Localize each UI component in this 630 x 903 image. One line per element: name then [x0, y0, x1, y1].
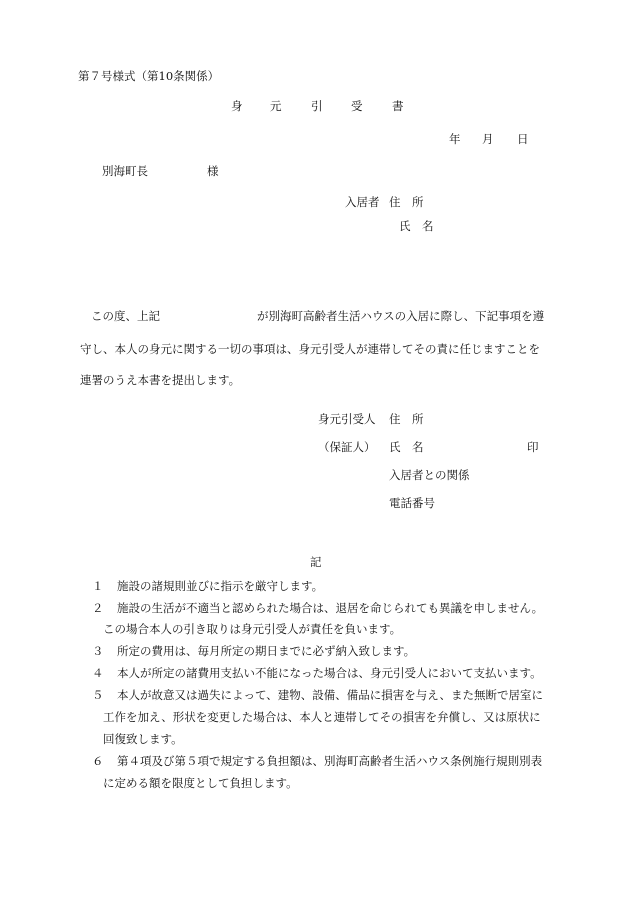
note-number: １ [92, 579, 104, 593]
note-text: 回復致します。 [103, 732, 183, 746]
title-char: 書 [392, 99, 404, 113]
note-text: 第４項及び第５項で規定する負担額は、別海町高齢者生活ハウス条例施行規則別表 [117, 754, 543, 768]
note-number: ３ [92, 644, 104, 658]
date-month-label: 月 [482, 132, 494, 146]
statement-line-2: 守し、本人の身元に関する一切の事項は、身元引受人が連帯してその責に任じますことを [80, 342, 540, 356]
statement-line-1-end: が別海町高齢者生活ハウスの入居に際し、下記事項を遵 [257, 309, 545, 323]
notes-heading: 記 [310, 555, 322, 569]
phone-label: 電話番号 [389, 496, 435, 510]
note-text: 工作を加え、形状を変更した場合は、本人と連帯してその損害を弁償し、又は原状に [103, 710, 541, 724]
note-text: 施設の生活が不適当と認められた場合は、退居を命じられても異議を申しません。 [117, 601, 544, 615]
resident-name-label: 氏 名 [399, 219, 434, 233]
note-text: 本人が故意又は過失によって、建物、設備、備品に損害を与え、また無断で居室に [117, 688, 543, 702]
guarantor-label: 身元引受人 [318, 412, 376, 426]
addressee: 別海町長 [102, 164, 148, 178]
form-number: 第７号様式（第10条関係） [78, 69, 220, 83]
relationship-label: 入居者との関係 [389, 468, 470, 482]
seal-mark: 印 [527, 440, 539, 454]
title-char: 引 [311, 99, 323, 113]
title-char: 身 [231, 99, 243, 113]
note-text: 所定の費用は、毎月所定の期日までに必ず納入致します。 [117, 644, 416, 658]
note-number: ６ [92, 754, 104, 768]
resident-address-label: 住 所 [389, 195, 424, 209]
honorific: 様 [207, 164, 219, 178]
guarantor-name-label: 氏 名 [389, 440, 424, 454]
note-number: ４ [92, 666, 104, 680]
note-text: この場合本人の引き取りは身元引受人が責任を負います。 [103, 622, 402, 636]
guarantor-address-label: 住 所 [389, 412, 424, 426]
statement-line-1-start: この度、上記 [91, 309, 160, 323]
note-text: 施設の諸規則並びに指示を厳守します。 [117, 579, 324, 593]
statement-line-3: 連署のうえ本書を提出します。 [80, 373, 241, 387]
date-day-label: 日 [517, 132, 529, 146]
note-text: に定める額を限度として負担します。 [103, 776, 298, 790]
title-char: 受 [351, 99, 363, 113]
note-text: 本人が所定の諸費用支払い不能になった場合は、身元引受人において支払います。 [117, 666, 542, 680]
guarantor-paren-label: （保証人） [318, 440, 376, 454]
note-number: ２ [92, 601, 104, 615]
date-year-label: 年 [449, 132, 461, 146]
title-char: 元 [270, 99, 282, 113]
resident-label: 入居者 [345, 195, 380, 209]
note-number: ５ [92, 688, 104, 702]
